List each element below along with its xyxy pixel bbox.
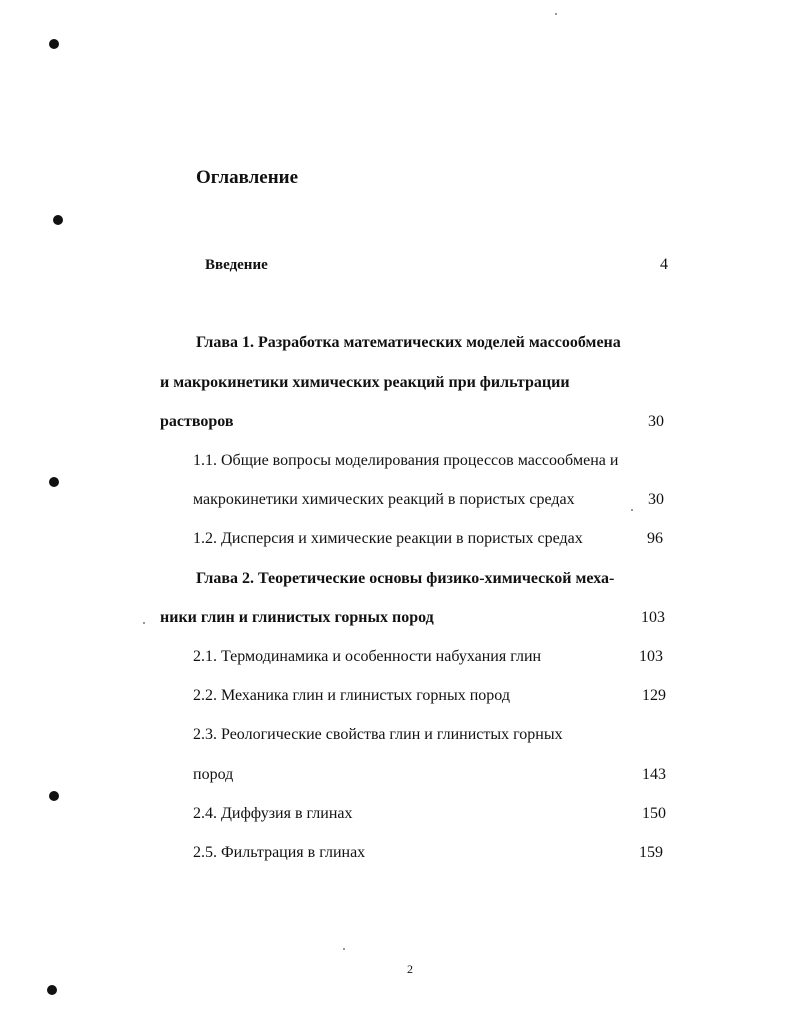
toc-section-2-1: 2.1. Термодинамика и особенности набухания глин — [193, 648, 542, 665]
binder-hole — [49, 791, 59, 801]
toc-entry-introduction: Введение — [205, 257, 268, 273]
toc-section-2-2: 2.2. Механика глин и глинистых горных пород — [193, 687, 510, 704]
toc-section-2-4: 2.4. Диффузия в глинах — [193, 805, 353, 822]
page-number: 2 — [407, 962, 413, 976]
toc-chapter-1-line-3: растворов — [160, 413, 234, 430]
binder-hole — [49, 39, 59, 49]
toc-section-1-2: 1.2. Дисперсия и химические реакции в пористых средах — [193, 530, 583, 547]
binder-hole — [53, 215, 63, 225]
toc-section-1-1-line-2: макрокинетики химических реакций в пористых средах — [193, 491, 575, 508]
toc-page-chapter-1: 30 — [648, 413, 664, 430]
toc-page-section-2-4: 150 — [642, 805, 666, 822]
toc-page-introduction: 4 — [660, 256, 668, 273]
toc-page-chapter-2: 103 — [641, 609, 665, 626]
toc-chapter-1-line-1: Глава 1. Разработка математических моделей массообмена — [196, 334, 621, 351]
scan-speck — [143, 622, 145, 624]
toc-chapter-2-line-2: ники глин и глинистых горных пород — [160, 609, 434, 626]
toc-chapter-1-line-2: и макрокинетики химических реакций при фильтрации — [160, 374, 570, 391]
toc-title: Оглавление — [196, 167, 299, 188]
binder-hole — [47, 985, 57, 995]
toc-section-2-3-line-2: пород — [193, 766, 234, 783]
toc-section-2-5: 2.5. Фильтрация в глинах — [193, 844, 366, 861]
toc-section-1-1-line-1: 1.1. Общие вопросы моделирования процессов массообмена и — [193, 452, 619, 469]
toc-page-section-2-5: 159 — [639, 844, 663, 861]
scan-speck — [555, 13, 557, 15]
binder-hole — [49, 477, 59, 487]
toc-chapter-2-line-1: Глава 2. Теоретические основы физико-химической меха- — [196, 570, 615, 587]
toc-page-section-1-1: 30 — [648, 491, 664, 508]
toc-page-section-1-2: 96 — [647, 530, 663, 547]
toc-page-section-2-1: 103 — [639, 648, 663, 665]
toc-section-2-3-line-1: 2.3. Реологические свойства глин и глинистых горных — [193, 726, 563, 743]
toc-page-section-2-3: 143 — [642, 766, 666, 783]
toc-page-section-2-2: 129 — [642, 687, 666, 704]
scan-speck — [343, 948, 345, 950]
